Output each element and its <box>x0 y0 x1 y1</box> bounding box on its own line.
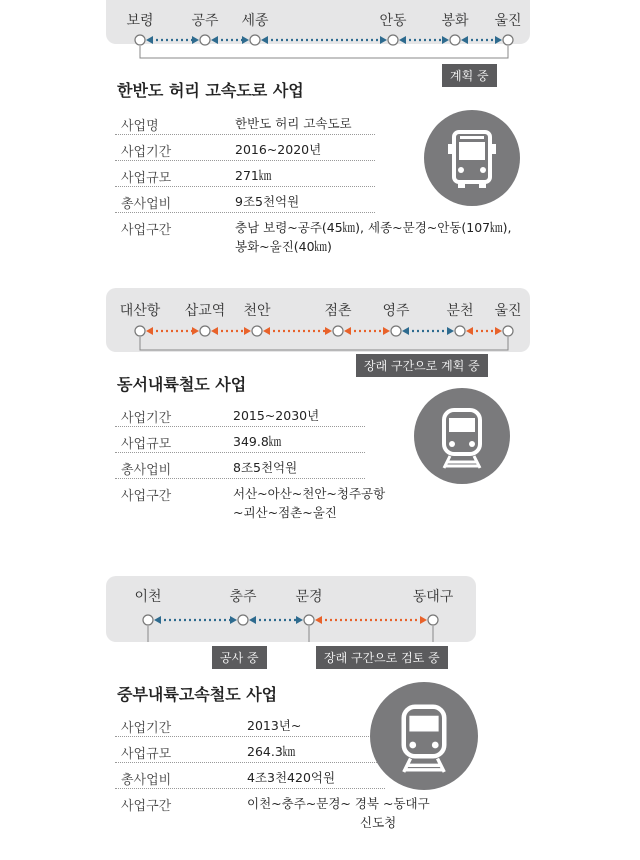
row-label: 사업규모 <box>121 747 172 762</box>
central-inland-railway-section <box>0 570 640 860</box>
station-label: 삽교역 <box>184 303 226 319</box>
arrow-left-icon <box>315 616 322 624</box>
arrow-right-icon <box>442 36 449 44</box>
station-node <box>503 326 513 336</box>
arrow-left-icon <box>146 327 153 335</box>
table-row <box>115 428 365 453</box>
row-label: 사업명 <box>121 119 159 134</box>
station-node <box>450 35 460 45</box>
row-label: 사업구간 <box>121 223 172 238</box>
arrow-right-icon <box>244 327 251 335</box>
row-label: 총사업비 <box>121 463 172 478</box>
row-label: 사업기간 <box>121 721 172 736</box>
row-label: 사업규모 <box>121 437 172 452</box>
arrow-right-icon <box>495 36 502 44</box>
arrow-right-icon <box>192 36 199 44</box>
east-west-railway-section <box>0 288 640 563</box>
table-row <box>115 214 515 254</box>
arrow-left-icon <box>146 36 153 44</box>
station-node <box>455 326 465 336</box>
row-value: 2015~2030년 <box>233 408 320 423</box>
row-value: 271㎞ <box>235 168 272 183</box>
table-row <box>115 764 385 789</box>
row-value: 8조5천억원 <box>233 460 298 475</box>
station-node <box>333 326 343 336</box>
arrow-right-icon <box>383 327 390 335</box>
station-node <box>428 615 438 625</box>
route-line <box>0 288 640 378</box>
arrow-right-icon <box>242 36 249 44</box>
section-title: 동서내륙철도 사업 <box>117 375 247 394</box>
row-label: 사업기간 <box>121 411 172 426</box>
table-row <box>115 454 365 479</box>
route-bracket <box>148 626 433 642</box>
row-value-cont: 봉화~울진(40㎞) <box>235 239 332 254</box>
station-label: 보령 <box>126 13 154 29</box>
station-label: 영주 <box>382 303 410 319</box>
arrow-left-icon <box>466 327 473 335</box>
arrow-right-icon <box>296 616 303 624</box>
station-node <box>143 615 153 625</box>
row-label: 사업구간 <box>121 489 172 504</box>
arrow-right-icon <box>380 36 387 44</box>
station-node <box>135 326 145 336</box>
row-label: 총사업비 <box>121 773 172 788</box>
bus-icon <box>424 110 520 206</box>
arrow-left-icon <box>154 616 161 624</box>
expressway-section <box>0 0 640 270</box>
station-label: 공주 <box>191 13 219 29</box>
arrow-left-icon <box>461 36 468 44</box>
train-icon <box>370 682 478 790</box>
table-row <box>115 108 375 135</box>
station-label: 점촌 <box>324 303 352 319</box>
arrow-right-icon <box>192 327 199 335</box>
row-value: 충남 보령~공주(45㎞), 세종~문경~안동(107㎞), <box>235 220 512 235</box>
arrow-left-icon <box>344 327 351 335</box>
row-label: 사업기간 <box>121 145 172 160</box>
table-row <box>115 188 375 213</box>
section-title: 중부내륙고속철도 사업 <box>117 685 278 704</box>
arrow-left-icon <box>263 327 270 335</box>
station-node <box>250 35 260 45</box>
table-row <box>115 712 385 737</box>
station-node <box>200 35 210 45</box>
station-label: 세종 <box>241 13 269 29</box>
row-value: 2016~2020년 <box>235 142 322 157</box>
station-label: 분천 <box>446 303 474 319</box>
station-node <box>391 326 401 336</box>
station-node <box>252 326 262 336</box>
table-row <box>115 790 465 834</box>
arrow-left-icon <box>261 36 268 44</box>
station-label: 울진 <box>494 303 522 319</box>
row-value: 이천~충주~문경~ 경북 ~동대구 <box>247 796 430 811</box>
row-value: 4조3천420억원 <box>247 770 336 785</box>
route-bracket <box>140 46 508 58</box>
status-tag: 계획 중 <box>442 64 497 87</box>
station-label: 천안 <box>243 303 271 319</box>
station-node <box>304 615 314 625</box>
status-tag: 장래 구간으로 검토 중 <box>316 646 448 669</box>
arrow-left-icon <box>211 327 218 335</box>
station-label: 이천 <box>134 589 162 605</box>
station-label: 충주 <box>229 589 257 605</box>
row-value: 2013년~ <box>247 718 302 733</box>
arrow-right-icon <box>325 327 332 335</box>
station-node <box>503 35 513 45</box>
table-row <box>115 402 365 427</box>
station-label: 동대구 <box>412 589 454 605</box>
row-value: 한반도 허리 고속도로 <box>235 116 352 131</box>
station-label: 봉화 <box>441 13 469 29</box>
station-node <box>238 615 248 625</box>
table-row <box>115 480 415 524</box>
table-row <box>115 162 375 187</box>
row-value: 9조5천억원 <box>235 194 300 209</box>
station-label: 안동 <box>379 13 407 29</box>
arrow-right-icon <box>447 327 454 335</box>
route-bracket <box>140 337 508 350</box>
station-node <box>200 326 210 336</box>
table-row <box>115 136 375 161</box>
station-label: 울진 <box>494 13 522 29</box>
station-node <box>388 35 398 45</box>
train-icon <box>414 388 510 484</box>
station-label: 대산항 <box>119 303 161 319</box>
station-label: 문경 <box>295 589 323 605</box>
row-value-cont: 신도청 <box>360 815 397 830</box>
route-line <box>0 0 640 90</box>
row-label: 사업규모 <box>121 171 172 186</box>
row-label: 사업구간 <box>121 799 172 814</box>
row-label: 총사업비 <box>121 197 172 212</box>
arrow-left-icon <box>211 36 218 44</box>
arrow-left-icon <box>402 327 409 335</box>
status-tag: 공사 중 <box>212 646 267 669</box>
table-row <box>115 738 385 763</box>
row-value: 264.3㎞ <box>247 744 296 759</box>
row-value-cont: ~괴산~점촌~울진 <box>233 505 337 520</box>
arrow-right-icon <box>230 616 237 624</box>
arrow-right-icon <box>495 327 502 335</box>
station-node <box>135 35 145 45</box>
arrow-right-icon <box>420 616 427 624</box>
status-tag: 장래 구간으로 계획 중 <box>356 354 488 377</box>
arrow-left-icon <box>399 36 406 44</box>
section-title: 한반도 허리 고속도로 사업 <box>117 81 304 100</box>
row-value: 349.8㎞ <box>233 434 282 449</box>
arrow-left-icon <box>249 616 256 624</box>
row-value: 서산~아산~천안~청주공항 <box>233 486 386 501</box>
